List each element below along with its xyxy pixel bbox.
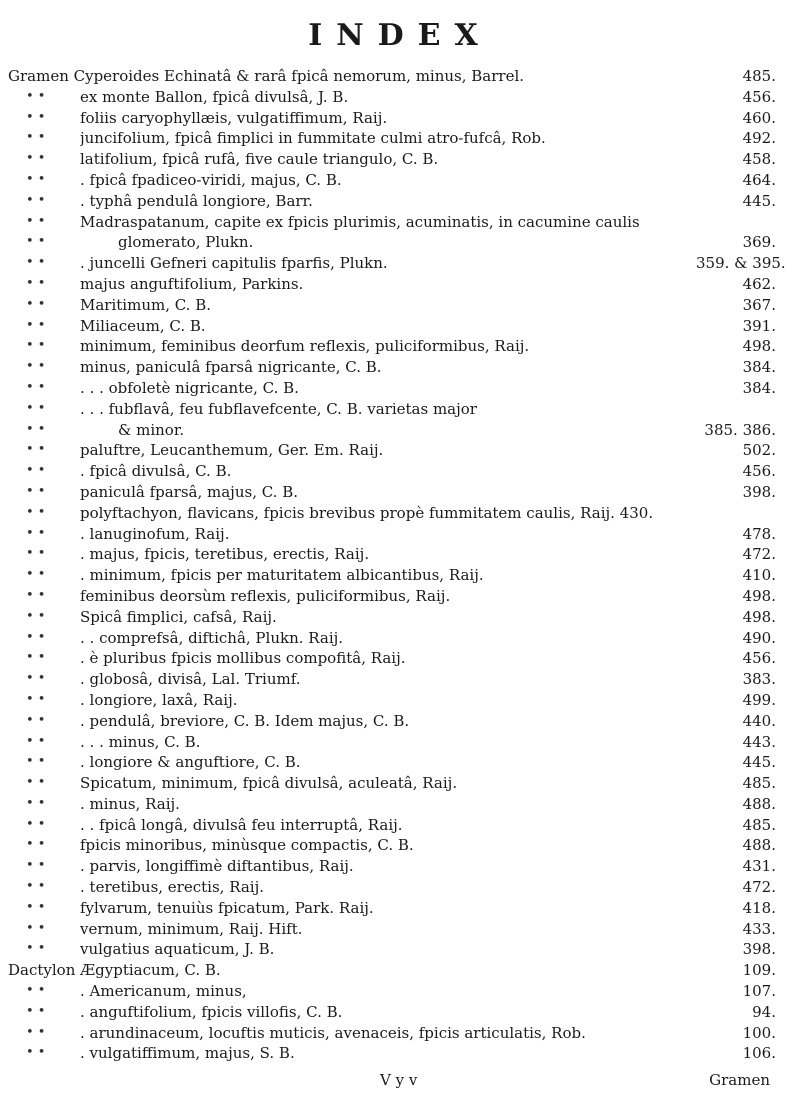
index-entry	[0, 399, 800, 420]
margin-dots: • •	[26, 879, 46, 895]
index-entry	[0, 1002, 800, 1023]
index-entry	[0, 482, 800, 503]
margin-dots: • •	[26, 1045, 46, 1061]
index-entries	[0, 66, 800, 1064]
entry-page-number: 498.	[742, 607, 776, 626]
margin-dots: • •	[26, 275, 46, 291]
entry-page-number: 485.	[742, 774, 776, 793]
entry-page-number: 431.	[742, 857, 776, 876]
entry-text: Miliaceum, C. B.	[80, 316, 206, 335]
entry-page-number: 398.	[742, 482, 776, 501]
index-entry	[0, 1023, 800, 1044]
index-entry	[0, 586, 800, 607]
margin-dots: • •	[26, 650, 46, 666]
entry-text: . teretibus, erectis, Raij.	[80, 878, 264, 897]
index-entry	[0, 815, 800, 836]
margin-dots: • •	[26, 151, 46, 167]
entry-text: Spicâ fimplici, cafsâ, Raij.	[80, 607, 277, 626]
entry-page-number: 499.	[742, 690, 776, 709]
entry-page-number: 488.	[742, 836, 776, 855]
margin-dots: • •	[26, 504, 46, 520]
index-entry	[0, 919, 800, 940]
running-head: INDEX	[308, 18, 492, 53]
entry-page-number: 492.	[742, 129, 776, 148]
entry-page-number: 456.	[742, 462, 776, 481]
entry-page-number: 384.	[742, 378, 776, 397]
entry-page-number: 369.	[742, 233, 776, 252]
margin-dots: • •	[26, 920, 46, 936]
index-entry	[0, 524, 800, 545]
entry-text: glomerato, Plukn.	[118, 233, 254, 252]
entry-page-number: 367.	[742, 295, 776, 314]
margin-dots: • •	[26, 317, 46, 333]
index-entry	[0, 253, 800, 274]
entry-text: . majus, fpicis, teretibus, erectis, Raij.	[80, 545, 370, 564]
entry-text: . vulgatiffimum, majus, S. B.	[80, 1044, 295, 1063]
entry-text: . lanuginofum, Raij.	[80, 524, 230, 543]
entry-page-number: 445.	[742, 753, 776, 772]
margin-dots: • •	[26, 816, 46, 832]
entry-text: polyftachyon, flavicans, fpicis brevibus propè fummitatem caulis, Raij. 430.	[80, 503, 654, 522]
entry-text: vernum, minimum, Raij. Hift.	[80, 919, 303, 938]
entry-text: . parvis, longiffimè diftantibus, Raij.	[80, 857, 354, 876]
entry-page-number: 443.	[742, 732, 776, 751]
margin-dots: • •	[26, 442, 46, 458]
margin-dots: • •	[26, 130, 46, 146]
entry-page-number: 391.	[742, 316, 776, 335]
margin-dots: • •	[26, 379, 46, 395]
entry-page-number: 418.	[742, 898, 776, 917]
entry-text: . fpicâ fpadiceo-viridi, majus, C. B.	[80, 170, 342, 189]
entry-text: . typhâ pendulâ longiore, Barr.	[80, 191, 313, 210]
margin-dots: • •	[26, 712, 46, 728]
margin-dots: • •	[26, 775, 46, 791]
index-entry	[0, 835, 800, 856]
margin-dots: • •	[26, 421, 46, 437]
index-entry	[0, 794, 800, 815]
entry-text: . minus, Raij.	[80, 794, 180, 813]
entry-text: . anguftifolium, fpicis villofis, C. B.	[80, 1002, 343, 1021]
index-entry	[0, 212, 800, 233]
index-entry	[0, 544, 800, 565]
margin-dots: • •	[26, 338, 46, 354]
entry-page-number: 385. 386.	[704, 420, 776, 439]
entry-page-number: 107.	[742, 982, 776, 1001]
index-entry	[0, 732, 800, 753]
entry-page-number: 445.	[742, 191, 776, 210]
margin-dots: • •	[26, 234, 46, 250]
entry-page-number: 485.	[742, 67, 776, 85]
margin-dots: • •	[26, 733, 46, 749]
entry-text: feminibus deorsùm reflexis, puliciformibus, Raij.	[80, 586, 451, 605]
margin-dots: • •	[26, 213, 46, 229]
entry-text: latifolium, fpicâ rufâ, five caule triangulo, C. B.	[80, 150, 439, 169]
entry-text: . è pluribus fpicis mollibus compofitâ, Raij.	[80, 649, 406, 668]
margin-dots: • •	[26, 400, 46, 416]
signature-mark: V y v	[380, 1071, 418, 1089]
margin-dots: • •	[26, 795, 46, 811]
entry-page-number: 498.	[742, 586, 776, 605]
entry-page-number: 456.	[742, 649, 776, 668]
entry-text: . pendulâ, breviore, C. B. Idem majus, C. B.	[80, 711, 410, 730]
index-entry	[0, 440, 800, 461]
entry-text: Madraspatanum, capite ex fpicis plurimis, acuminatis, in cacumine caulis	[80, 212, 640, 231]
entry-page-number: 440.	[742, 711, 776, 730]
index-entry	[0, 316, 800, 337]
margin-dots: • •	[26, 941, 46, 957]
index-entry	[0, 898, 800, 919]
entry-page-number: 478.	[742, 524, 776, 543]
entry-text: . Americanum, minus,	[80, 982, 247, 1001]
index-entry	[0, 628, 800, 649]
entry-text: Maritimum, C. B.	[80, 295, 212, 314]
entry-text: paniculâ fparsâ, majus, C. B.	[80, 482, 298, 501]
index-entry	[0, 690, 800, 711]
margin-dots: • •	[26, 88, 46, 104]
entry-text: juncifolium, fpicâ fimplici in fummitate culmi atro-fufcâ, Rob.	[80, 129, 546, 148]
entry-text: vulgatius aquaticum, J. B.	[80, 940, 275, 959]
entry-text: . juncelli Gefneri capitulis fparfis, Plukn.	[80, 254, 388, 273]
entry-page-number: 464.	[742, 170, 776, 189]
entry-page-number: 498.	[742, 337, 776, 356]
margin-dots: • •	[26, 359, 46, 375]
index-entry	[0, 232, 800, 253]
entry-page-number: 460.	[742, 108, 776, 127]
margin-dots: • •	[26, 629, 46, 645]
margin-dots: • •	[26, 525, 46, 541]
index-entry	[0, 191, 800, 212]
margin-dots: • •	[26, 691, 46, 707]
entry-page-number: 472.	[742, 545, 776, 564]
entry-page-number: 456.	[742, 87, 776, 106]
entry-page-number: 490.	[742, 628, 776, 647]
margin-dots: • •	[26, 587, 46, 603]
index-entry	[0, 939, 800, 960]
entry-page-number: 384.	[742, 358, 776, 377]
entry-page-number: 359. & 395.	[696, 254, 786, 273]
entry-page-number: 100.	[742, 1023, 776, 1042]
entry-page-number: 458.	[742, 150, 776, 169]
margin-dots: • •	[26, 296, 46, 312]
entry-text: majus anguftifolium, Parkins.	[80, 274, 304, 293]
entry-page-number: 383.	[742, 670, 776, 689]
entry-text: Spicatum, minimum, fpicâ divulsâ, aculeatâ, Raij.	[80, 774, 458, 793]
entry-text: foliis caryophyllæis, vulgatiffimum, Raij.	[80, 108, 388, 127]
entry-text: minimum, feminibus deorfum reflexis, puliciformibus, Raij.	[80, 337, 530, 356]
index-entry	[0, 752, 800, 773]
page-footer	[0, 1071, 800, 1095]
entry-text: . . . minus, C. B.	[80, 732, 201, 751]
index-entry	[0, 1043, 800, 1064]
margin-dots: • •	[26, 483, 46, 499]
entry-text: ex monte Ballon, fpicâ divulsâ, J. B.	[80, 87, 349, 106]
entry-text: . minimum, fpicis per maturitatem albicantibus, Raij.	[80, 566, 484, 585]
index-entry	[0, 420, 800, 441]
entry-page-number: 94.	[752, 1002, 776, 1021]
index-entry	[0, 503, 800, 524]
index-entry	[0, 960, 800, 981]
index-entry	[0, 711, 800, 732]
index-entry	[0, 856, 800, 877]
margin-dots: • •	[26, 899, 46, 915]
index-entry	[0, 87, 800, 108]
index-entry	[0, 669, 800, 690]
entry-page-number: 502.	[742, 441, 776, 460]
index-entry	[0, 149, 800, 170]
entry-text: paluftre, Leucanthemum, Ger. Em. Raij.	[80, 441, 384, 460]
index-entry	[0, 461, 800, 482]
margin-dots: • •	[26, 858, 46, 874]
entry-page-number: 462.	[742, 274, 776, 293]
margin-dots: • •	[26, 1003, 46, 1019]
index-entry	[0, 773, 800, 794]
index-entry	[0, 274, 800, 295]
index-entry	[0, 336, 800, 357]
entry-page-number: 488.	[742, 794, 776, 813]
margin-dots: • •	[26, 608, 46, 624]
margin-dots: • •	[26, 546, 46, 562]
index-entry	[0, 648, 800, 669]
entry-text: minus, paniculâ fparsâ nigricante, C. B.	[80, 358, 382, 377]
margin-dots: • •	[26, 171, 46, 187]
entry-text: fpicis minoribus, minùsque compactis, C. B.	[80, 836, 414, 855]
margin-dots: • •	[26, 1024, 46, 1040]
margin-dots: • •	[26, 463, 46, 479]
entry-page-number: 109.	[742, 961, 776, 980]
entry-text: . . . fubflavâ, feu fubflavefcente, C. B. varietas major	[80, 399, 477, 418]
index-entry	[0, 357, 800, 378]
margin-dots: • •	[26, 109, 46, 125]
entry-text: . longiore & anguftiore, C. B.	[80, 753, 301, 772]
entry-text: . . . obfoletè nigricante, C. B.	[80, 378, 299, 397]
entry-text: . . fpicâ longâ, divulsâ feu interruptâ, Raij.	[80, 815, 403, 834]
entry-text: . globosâ, divisâ, Lal. Triumf.	[80, 670, 301, 689]
index-entry	[0, 607, 800, 628]
index-entry	[0, 66, 800, 87]
catchword: Gramen	[709, 1071, 770, 1089]
index-entry	[0, 565, 800, 586]
margin-dots: • •	[26, 671, 46, 687]
entry-text: . arundinaceum, locuftis muticis, avenaceis, fpicis articulatis, Rob.	[80, 1023, 586, 1042]
index-entry	[0, 170, 800, 191]
margin-dots: • •	[26, 837, 46, 853]
entry-page-number: 485.	[742, 815, 776, 834]
index-entry	[0, 128, 800, 149]
entry-text: & minor.	[118, 420, 185, 439]
entry-page-number: 410.	[742, 566, 776, 585]
entry-page-number: 106.	[742, 1044, 776, 1063]
entry-page-number: 472.	[742, 878, 776, 897]
entry-page-number: 398.	[742, 940, 776, 959]
entry-text: Dactylon Ægyptiacum, C. B.	[8, 961, 221, 980]
margin-dots: • •	[26, 567, 46, 583]
index-entry	[0, 108, 800, 129]
margin-dots: • •	[26, 983, 46, 999]
entry-text: . . comprefsâ, diftichâ, Plukn. Raij.	[80, 628, 344, 647]
entry-text: . longiore, laxâ, Raij.	[80, 690, 238, 709]
index-entry	[0, 877, 800, 898]
index-entry	[0, 981, 800, 1002]
entry-text: fylvarum, tenuiùs fpicatum, Park. Raij.	[80, 898, 374, 917]
margin-dots: • •	[26, 754, 46, 770]
entry-text: Gramen Cyperoides Echinatâ & rarâ fpicâ nemorum, minus, Barrel.	[8, 67, 525, 85]
margin-dots: • •	[26, 192, 46, 208]
index-entry	[0, 378, 800, 399]
margin-dots: • •	[26, 255, 46, 271]
entry-page-number: 433.	[742, 919, 776, 938]
index-entry	[0, 295, 800, 316]
entry-text: . fpicâ divulsâ, C. B.	[80, 462, 232, 481]
